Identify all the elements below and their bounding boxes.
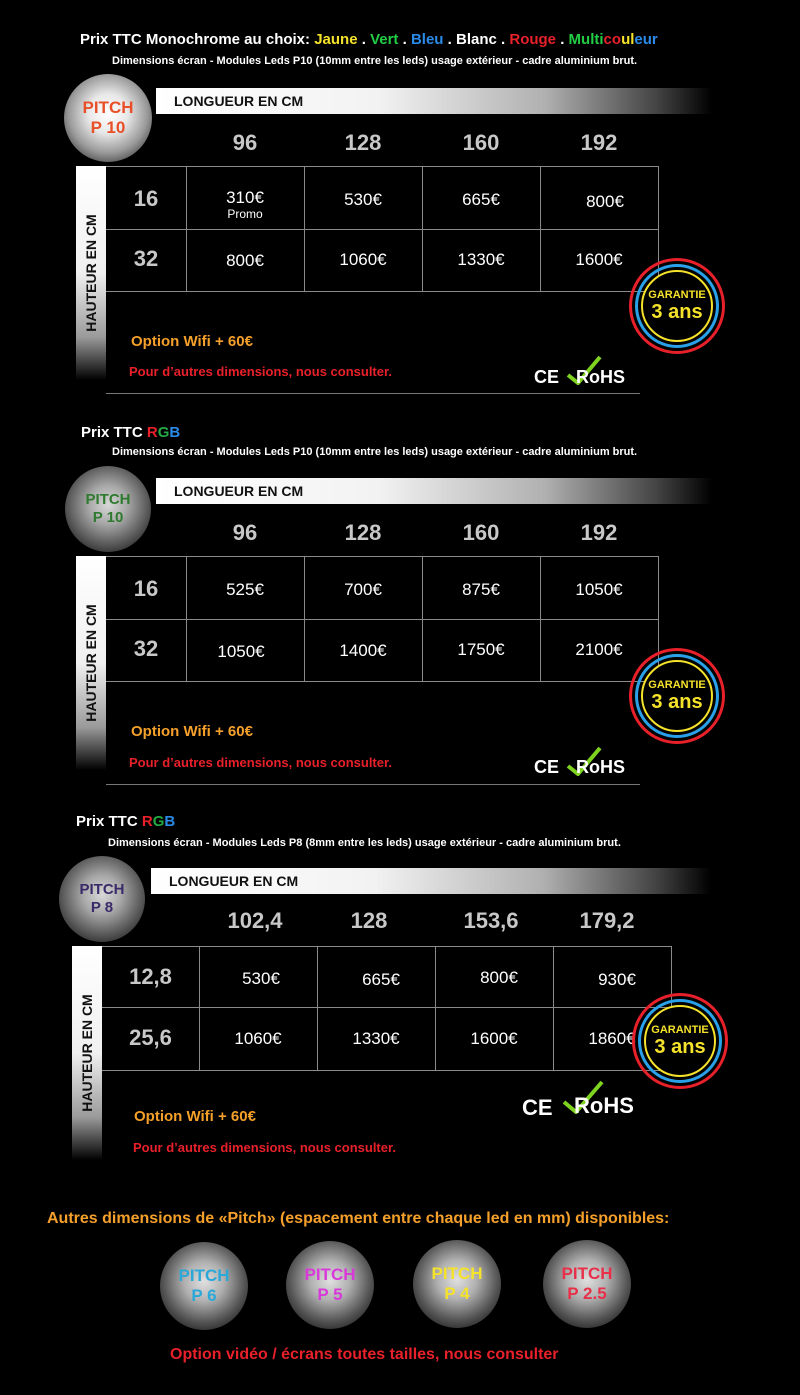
column-header: 96 <box>232 520 258 545</box>
color-jaune: Jaune <box>314 31 358 48</box>
pitch-label: PITCH <box>85 491 131 508</box>
pitch-badge <box>59 856 145 942</box>
guarantee-duration: 3 ans <box>651 691 703 713</box>
price-cell: 1330€ <box>352 1029 400 1048</box>
price-cell: 530€ <box>344 190 382 209</box>
pitch-badge <box>64 74 152 162</box>
guarantee-duration: 3 ans <box>651 301 703 323</box>
price-cell: 700€ <box>344 580 382 599</box>
promo-label: Promo <box>227 207 263 221</box>
row-header: 12,8 <box>129 964 172 989</box>
price-value: 310€ <box>226 188 264 207</box>
color-bleu: Bleu <box>410 31 444 48</box>
option-wifi: Option Wifi + 60€ <box>131 333 253 350</box>
sep: . <box>496 31 510 48</box>
pitch-value: P 6 <box>191 1286 217 1305</box>
section3-subtitle: Dimensions écran - Modules Leds P8 (8mm entre les leds) usage extérieur - cadre aluminium brut. <box>108 837 621 849</box>
grid-line <box>540 166 541 291</box>
color-multi: Multi <box>568 31 604 48</box>
sep: . <box>357 31 371 48</box>
column-header: 128 <box>344 520 382 545</box>
guarantee-label: GARANTIE <box>648 679 706 691</box>
height-header <box>72 946 102 1160</box>
pitch-value: P 8 <box>90 899 114 916</box>
grid-line <box>102 1070 672 1071</box>
price-cell: 1050€ <box>217 642 265 661</box>
guarantee-duration: 3 ans <box>654 1036 706 1058</box>
option-wifi: Option Wifi + 60€ <box>131 723 253 740</box>
grid-line <box>199 946 200 1070</box>
height-label: HAUTEUR EN CM <box>79 994 95 1112</box>
grid-line <box>304 166 305 291</box>
title-prefix: Prix TTC <box>81 424 147 441</box>
rgb-r: R <box>146 424 158 441</box>
section2-subtitle: Dimensions écran - Modules Leds P10 (10mm entre les leds) usage extérieur - cadre aluminium brut. <box>112 446 638 458</box>
price-cell: 525€ <box>226 580 264 599</box>
price-cell: 665€ <box>462 190 500 209</box>
pitch-label: PITCH <box>82 98 134 117</box>
pitch-badge <box>543 1240 631 1328</box>
other-dimensions-note: Pour d’autres dimensions, nous consulter. <box>133 1140 396 1155</box>
price-cell: 1050€ <box>575 580 623 599</box>
color-multi: ul <box>621 31 635 48</box>
grid-line <box>435 946 436 1070</box>
price-cell: 1600€ <box>575 250 623 269</box>
grid-line <box>102 1007 672 1008</box>
row-header: 16 <box>133 576 159 601</box>
rgb-r: R <box>141 813 153 830</box>
pitch-label: PITCH <box>561 1264 613 1283</box>
rgb-b: B <box>164 813 176 830</box>
price-cell: 800€ <box>586 192 624 211</box>
pitch-badge <box>160 1242 248 1330</box>
grid-line <box>106 229 659 230</box>
pitch-badge <box>413 1240 501 1328</box>
video-option-note: Option vidéo / écrans toutes tailles, nous consulter <box>170 1346 559 1363</box>
price-cell: 1330€ <box>457 250 505 269</box>
length-header: LONGUEUR EN CM <box>151 868 711 894</box>
row-header: 32 <box>133 636 159 661</box>
section2-title <box>81 424 180 441</box>
section1-title <box>80 31 658 48</box>
color-rouge: Rouge <box>509 31 557 48</box>
pitch-value: P 10 <box>92 509 124 526</box>
guarantee-seal <box>629 648 725 744</box>
guarantee-core <box>641 660 713 732</box>
guarantee-core <box>644 1005 716 1077</box>
ce-mark: CE <box>522 1095 553 1120</box>
pitch-badge <box>65 466 151 552</box>
price-cell: 2100€ <box>575 640 623 659</box>
row-header: 32 <box>133 246 159 271</box>
guarantee-ring <box>635 654 719 738</box>
guarantee-label: GARANTIE <box>648 289 706 301</box>
price-cell: 930€ <box>598 970 636 989</box>
grid-line <box>317 946 318 1070</box>
price-cell: 800€ <box>480 968 518 987</box>
price-cell: 875€ <box>462 580 500 599</box>
length-header: LONGUEUR EN CM <box>156 478 712 504</box>
height-label: HAUTEUR EN CM <box>83 214 99 332</box>
divider <box>106 393 640 394</box>
sep: . <box>556 31 569 48</box>
column-header: 160 <box>462 130 500 155</box>
price-cell: 665€ <box>362 970 400 989</box>
color-multi: eur <box>634 31 658 48</box>
pitch-label: PITCH <box>79 881 125 898</box>
grid-line <box>106 681 659 682</box>
grid-line <box>186 556 187 681</box>
column-header: 160 <box>462 520 500 545</box>
color-multi: co <box>603 31 622 48</box>
grid-line <box>186 166 187 291</box>
section1-subtitle: Dimensions écran - Modules Leds P10 (10mm entre les leds) usage extérieur - cadre aluminium brut. <box>112 55 638 67</box>
other-pitches-title: Autres dimensions de «Pitch» (espacement entre chaque led en mm) disponibles: <box>47 1210 670 1227</box>
guarantee-seal <box>629 258 725 354</box>
column-header: 192 <box>580 130 618 155</box>
title-prefix: Prix TTC <box>76 813 142 830</box>
pitch-value: P 2.5 <box>567 1284 607 1303</box>
column-header: 96 <box>232 130 258 155</box>
rohs-mark: RoHS <box>576 367 625 387</box>
grid-line <box>106 619 659 620</box>
grid-line <box>102 946 672 947</box>
grid-line <box>106 291 659 292</box>
pitch-value: P 4 <box>444 1284 470 1303</box>
price-cell: 1060€ <box>234 1029 282 1048</box>
price-cell: 800€ <box>226 251 264 270</box>
section3-title <box>76 813 175 830</box>
sep: . <box>443 31 456 48</box>
rgb-g: G <box>157 424 170 441</box>
pitch-label: PITCH <box>431 1264 483 1283</box>
height-label: HAUTEUR EN CM <box>83 604 99 722</box>
sep: . <box>398 31 411 48</box>
grid-line <box>304 556 305 681</box>
column-header: 192 <box>580 520 618 545</box>
length-header: LONGUEUR EN CM <box>156 88 712 114</box>
pitch-value: P 10 <box>90 118 126 137</box>
column-header: 128 <box>350 908 388 933</box>
rgb-b: B <box>169 424 181 441</box>
grid-line <box>106 556 659 557</box>
guarantee-ring <box>638 999 722 1083</box>
other-dimensions-note: Pour d’autres dimensions, nous consulter. <box>129 364 392 379</box>
option-wifi: Option Wifi + 60€ <box>134 1108 256 1125</box>
pitch-label: PITCH <box>304 1265 356 1284</box>
rohs-mark: RoHS <box>574 1093 634 1118</box>
grid-line <box>106 166 659 167</box>
rgb-g: G <box>152 813 165 830</box>
color-blanc: Blanc <box>455 31 497 48</box>
price-cell <box>186 188 304 220</box>
height-header <box>76 166 106 380</box>
price-cell: 1060€ <box>339 250 387 269</box>
guarantee-seal <box>632 993 728 1089</box>
ce-mark: CE <box>534 367 560 387</box>
title-prefix: Prix TTC Monochrome au choix: <box>80 31 315 48</box>
row-header: 25,6 <box>129 1025 172 1050</box>
column-header: 128 <box>344 130 382 155</box>
grid-line <box>422 556 423 681</box>
pitch-badge <box>286 1241 374 1329</box>
color-vert: Vert <box>370 31 399 48</box>
other-dimensions-note: Pour d’autres dimensions, nous consulter. <box>129 755 392 770</box>
grid-line <box>422 166 423 291</box>
pitch-value: P 5 <box>317 1285 343 1304</box>
grid-line <box>540 556 541 681</box>
price-cell: 1400€ <box>339 641 387 660</box>
price-cell: 1600€ <box>470 1029 518 1048</box>
guarantee-core <box>641 270 713 342</box>
column-header: 179,2 <box>579 908 635 933</box>
column-header: 102,4 <box>227 908 283 933</box>
price-cell: 530€ <box>242 969 280 988</box>
height-header <box>76 556 106 770</box>
price-cell: 1750€ <box>457 640 505 659</box>
pitch-label: PITCH <box>178 1266 230 1285</box>
ce-mark: CE <box>534 757 560 777</box>
divider <box>106 784 640 785</box>
price-cell: 1860€ <box>588 1029 636 1048</box>
grid-line <box>553 946 554 1070</box>
guarantee-label: GARANTIE <box>651 1024 709 1036</box>
column-header: 153,6 <box>463 908 519 933</box>
guarantee-ring <box>635 264 719 348</box>
rohs-mark: RoHS <box>576 757 625 777</box>
row-header: 16 <box>133 186 159 211</box>
